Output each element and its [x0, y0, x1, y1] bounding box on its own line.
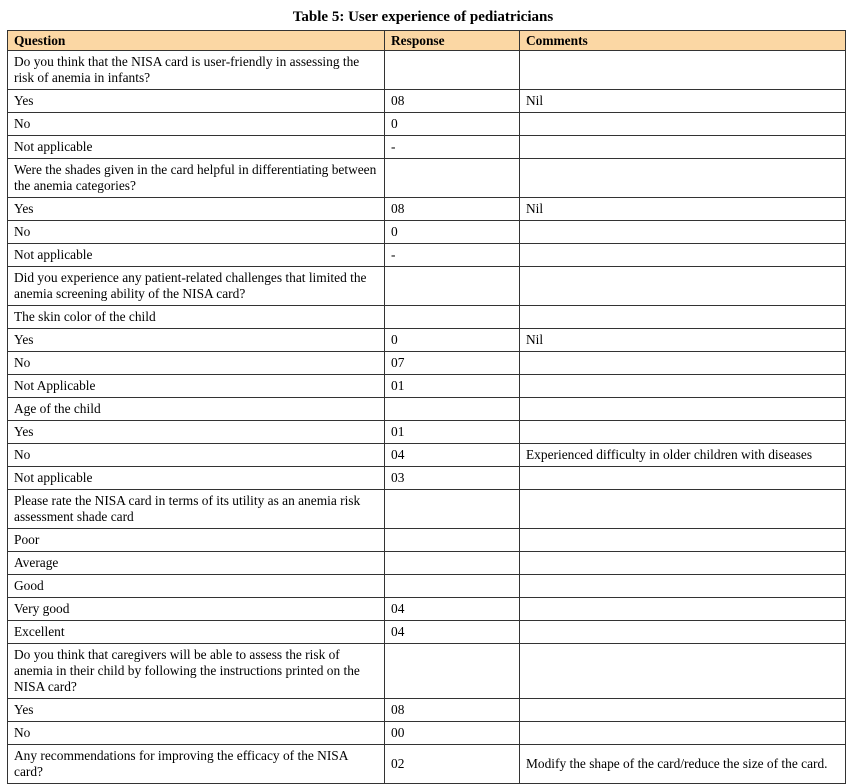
table-row [8, 722, 846, 745]
question-cell: Yes [8, 90, 385, 113]
comments-cell: Nil [520, 198, 846, 221]
table-row [8, 159, 846, 198]
comments-cell [520, 467, 846, 490]
header-comments: Comments [520, 31, 846, 51]
table-row [8, 329, 846, 352]
question-cell: Poor [8, 529, 385, 552]
comments-cell [520, 113, 846, 136]
question-cell: No [8, 113, 385, 136]
response-cell [385, 552, 520, 575]
table-row [8, 51, 846, 90]
question-cell: Do you think that the NISA card is user-friendly in assessing the risk of anemia in infants? [8, 51, 385, 90]
question-cell: No [8, 444, 385, 467]
response-cell: 04 [385, 598, 520, 621]
comments-cell [520, 598, 846, 621]
comments-cell [520, 159, 846, 198]
question-cell: The skin color of the child [8, 306, 385, 329]
comments-cell [520, 375, 846, 398]
user-experience-table [7, 30, 846, 784]
question-cell: Were the shades given in the card helpful in differentiating between the anemia categories? [8, 159, 385, 198]
question-cell: Please rate the NISA card in terms of its utility as an anemia risk assessment shade card [8, 490, 385, 529]
table-row [8, 552, 846, 575]
response-cell: 08 [385, 699, 520, 722]
comments-cell: Modify the shape of the card/reduce the size of the card. [520, 745, 846, 784]
comments-cell [520, 267, 846, 306]
table-body [8, 51, 846, 784]
table-row [8, 306, 846, 329]
comments-cell [520, 699, 846, 722]
table-row [8, 375, 846, 398]
comments-cell: Nil [520, 90, 846, 113]
question-cell: Did you experience any patient-related challenges that limited the anemia screening ability of the NISA card? [8, 267, 385, 306]
table-row [8, 136, 846, 159]
comments-cell [520, 421, 846, 444]
comments-cell [520, 575, 846, 598]
comments-cell [520, 244, 846, 267]
comments-cell [520, 352, 846, 375]
question-cell: No [8, 722, 385, 745]
response-cell [385, 490, 520, 529]
table-row [8, 529, 846, 552]
response-cell: - [385, 136, 520, 159]
table-row [8, 267, 846, 306]
question-cell: Good [8, 575, 385, 598]
question-cell: Do you think that caregivers will be able to assess the risk of anemia in their child by following the instructions printed on the NISA card? [8, 644, 385, 699]
table-row [8, 244, 846, 267]
table-row [8, 745, 846, 784]
table-row [8, 90, 846, 113]
question-cell: Average [8, 552, 385, 575]
question-cell: Yes [8, 198, 385, 221]
table-row [8, 644, 846, 699]
table-row [8, 575, 846, 598]
comments-cell [520, 398, 846, 421]
question-cell: Excellent [8, 621, 385, 644]
table-row [8, 198, 846, 221]
question-cell: Age of the child [8, 398, 385, 421]
table-header-row [8, 31, 846, 51]
response-cell: 02 [385, 745, 520, 784]
table-row [8, 621, 846, 644]
response-cell: 0 [385, 221, 520, 244]
header-response: Response [385, 31, 520, 51]
response-cell: 00 [385, 722, 520, 745]
question-cell: Not applicable [8, 467, 385, 490]
question-cell: Not applicable [8, 136, 385, 159]
table-row [8, 467, 846, 490]
question-cell: No [8, 221, 385, 244]
table-row [8, 221, 846, 244]
table-row [8, 398, 846, 421]
response-cell: 07 [385, 352, 520, 375]
table-row [8, 352, 846, 375]
comments-cell [520, 51, 846, 90]
table-caption: Table 5: User experience of pediatricians [292, 9, 554, 25]
comments-cell [520, 221, 846, 244]
comments-cell: Nil [520, 329, 846, 352]
response-cell: 0 [385, 329, 520, 352]
response-cell [385, 159, 520, 198]
question-cell: Any recommendations for improving the efficacy of the NISA card? [8, 745, 385, 784]
response-cell: 04 [385, 444, 520, 467]
comments-cell [520, 490, 846, 529]
question-cell: Yes [8, 699, 385, 722]
comments-cell [520, 621, 846, 644]
table-row [8, 113, 846, 136]
table-row [8, 444, 846, 467]
comments-cell [520, 552, 846, 575]
response-cell: - [385, 244, 520, 267]
response-cell [385, 306, 520, 329]
table-row [8, 699, 846, 722]
response-cell [385, 644, 520, 699]
comments-cell [520, 306, 846, 329]
response-cell [385, 398, 520, 421]
response-cell [385, 51, 520, 90]
table-row [8, 421, 846, 444]
response-cell: 08 [385, 90, 520, 113]
comments-cell: Experienced difficulty in older children with diseases [520, 444, 846, 467]
response-cell: 08 [385, 198, 520, 221]
question-cell: Yes [8, 421, 385, 444]
table-row [8, 490, 846, 529]
header-question: Question [8, 31, 385, 51]
response-cell [385, 575, 520, 598]
comments-cell [520, 722, 846, 745]
response-cell: 03 [385, 467, 520, 490]
response-cell [385, 267, 520, 306]
comments-cell [520, 644, 846, 699]
response-cell: 04 [385, 621, 520, 644]
question-cell: Very good [8, 598, 385, 621]
question-cell: No [8, 352, 385, 375]
comments-cell [520, 529, 846, 552]
table-row [8, 598, 846, 621]
response-cell [385, 529, 520, 552]
response-cell: 0 [385, 113, 520, 136]
question-cell: Yes [8, 329, 385, 352]
comments-cell [520, 136, 846, 159]
question-cell: Not applicable [8, 244, 385, 267]
question-cell: Not Applicable [8, 375, 385, 398]
response-cell: 01 [385, 375, 520, 398]
response-cell: 01 [385, 421, 520, 444]
